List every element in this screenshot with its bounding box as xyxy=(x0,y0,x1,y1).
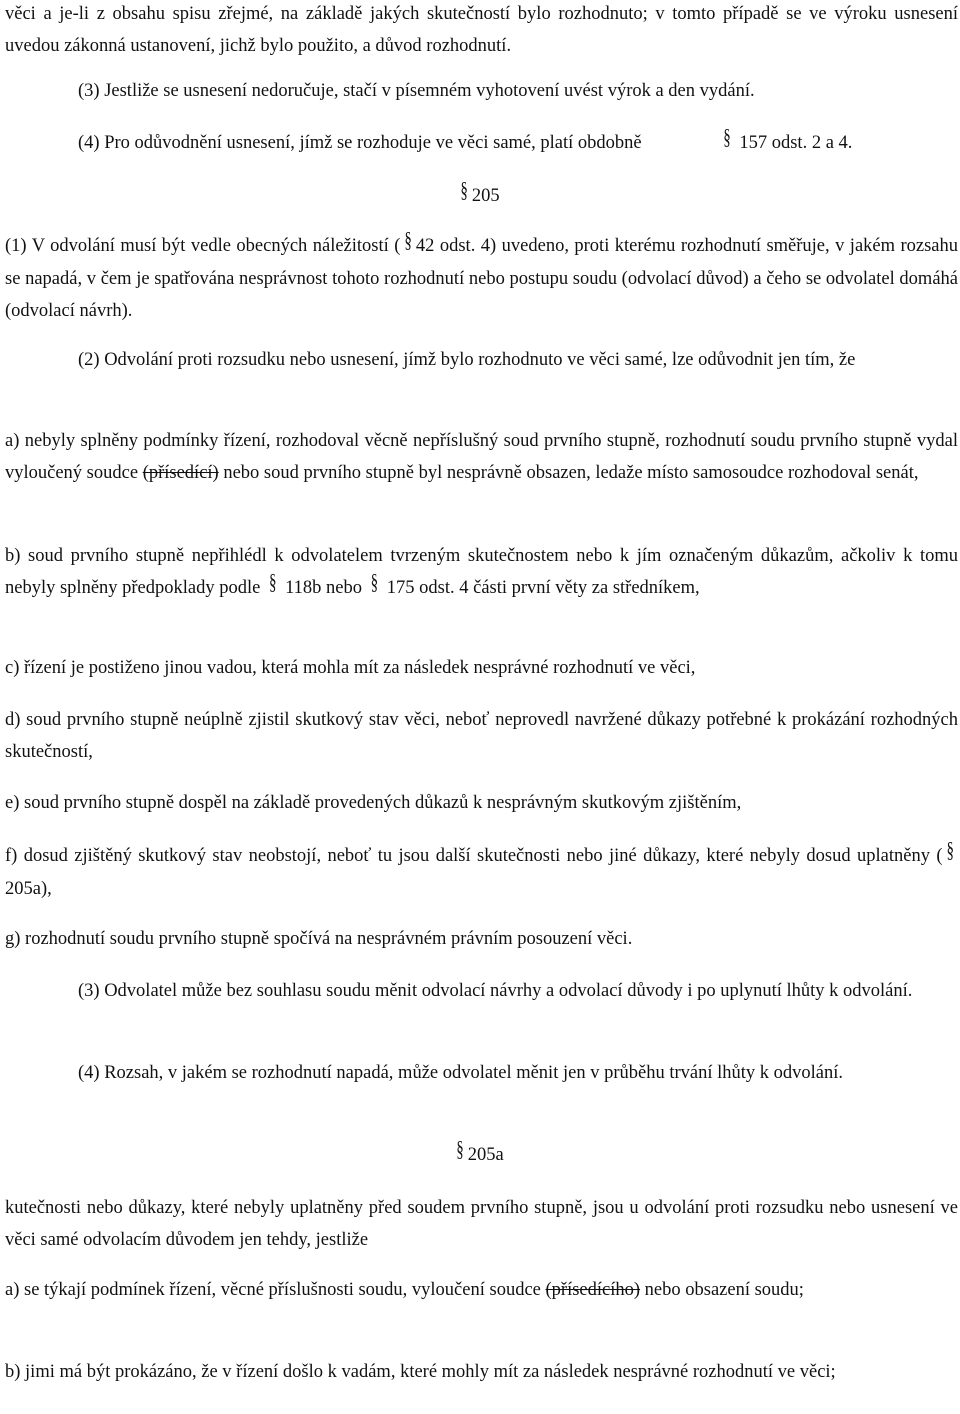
section-sign-icon: § xyxy=(460,179,468,203)
s205-item-e: e) soud prvního stupně dospěl na základě provedených důkazů k nesprávným skutkovým zjištěním, xyxy=(5,793,742,813)
section-sign-icon: § xyxy=(370,571,379,595)
s205-item-a: a) nebyly splněny podmínky řízení, rozhodoval věcně nepříslušný soud prvního stupně, rozhodnutí soudu prvního stupně vydal vyloučený soudce (přísedící) nebo soud prvního stupně byl nesprávně obsazen, ledaže místo samosoudce rozhodoval senát, xyxy=(5,431,958,483)
section-sign-icon: § xyxy=(268,571,277,595)
s205-item-b: b) soud prvního stupně nepřihlédl k odvolatelem tvrzeným skutečnostem nebo k jím označeným důkazům, ačkoliv k tomu nebyly splněny předpoklady podle § 118b nebo § 175 odst. 4 části první věty za středníkem, xyxy=(5,540,958,605)
struck-text: (přísedící) xyxy=(142,463,219,483)
section-sign-icon: § xyxy=(404,229,412,253)
s205-item-c: c) řízení je postiženo jinou vadou, která mohla mít za následek nesprávné rozhodnutí ve věci, xyxy=(5,658,696,678)
section-heading-205: § 205 xyxy=(0,180,960,213)
section-sign-icon: § xyxy=(946,839,954,863)
paragraph-3: (3) Jestliže se usnesení nedoručuje, stačí v písemném vyhotovení uvést výrok a den vydání. xyxy=(78,81,755,101)
s205a-intro: kutečnosti nebo důkazy, které nebyly uplatněny před soudem prvního stupně, jsou u odvolání proti rozsudku nebo usnesení ve věci samé odvolacím důvodem jen tehdy, jestliže xyxy=(5,1198,958,1250)
section-heading-205a: § 205a xyxy=(0,1139,960,1172)
s205a-item-b: b) jimi má být prokázáno, že v řízení došlo k vadám, které mohly mít za následek nesprávné rozhodnutí ve věci; xyxy=(5,1362,836,1382)
s205-paragraph-4: (4) Rozsah, v jakém se rozhodnutí napadá, může odvolatel měnit jen v průběhu trvání lhůty k odvolání. xyxy=(78,1063,843,1083)
s205-item-f: f) dosud zjištěný skutkový stav neobstojí, neboť tu jsou další skutečnosti nebo jiné důkazy, které nebyly dosud uplatněny ( §205a), xyxy=(5,840,958,905)
s205-paragraph-3: (3) Odvolatel může bez souhlasu soudu měnit odvolací návrhy a odvolací důvody i po uplynutí lhůty k odvolání. xyxy=(78,981,913,1001)
paragraph-continued: věci a je-li z obsahu spisu zřejmé, na základě jakých skutečností bylo rozhodnuto; v tomto případě se ve výroku usnesení uvedou zákonná ustanovení, jichž bylo použito, a důvod rozhodnutí. xyxy=(5,4,958,56)
s205-paragraph-2: (2) Odvolání proti rozsudku nebo usnesení, jímž bylo rozhodnuto ve věci samé, lze odůvodnit jen tím, že xyxy=(78,350,856,370)
section-sign-icon: § xyxy=(723,126,731,150)
paragraph-4: (4) Pro odůvodnění usnesení, jímž se rozhoduje ve věci samé, platí obdobně § 157 odst. 2 a 4. xyxy=(5,127,958,160)
s205a-item-a: a) se týkají podmínek řízení, věcné příslušnosti soudu, vyloučení soudce (přísedícího) nebo obsazení soudu; xyxy=(5,1280,804,1300)
struck-text: (přísedícího) xyxy=(545,1280,641,1300)
s205-paragraph-1: (1) V odvolání musí být vedle obecných náležitostí ( § 42 odst. 4) uvedeno, proti kterému rozhodnutí směřuje, v jakém rozsahu se napadá, v čem je spatřována nesprávnost tohoto rozhodnutí nebo postupu soudu (odvolací důvod) a čeho se odvolatel domáhá (odvolací návrh). xyxy=(5,230,958,327)
s205-item-g: g) rozhodnutí soudu prvního stupně spočívá na nesprávném právním posouzení věci. xyxy=(5,929,633,949)
s205-item-d: d) soud prvního stupně neúplně zjistil skutkový stav věci, neboť neprovedl navržené důkazy potřebné k prokázání rozhodných skutečností, xyxy=(5,710,958,762)
section-sign-icon: § xyxy=(456,1138,464,1162)
